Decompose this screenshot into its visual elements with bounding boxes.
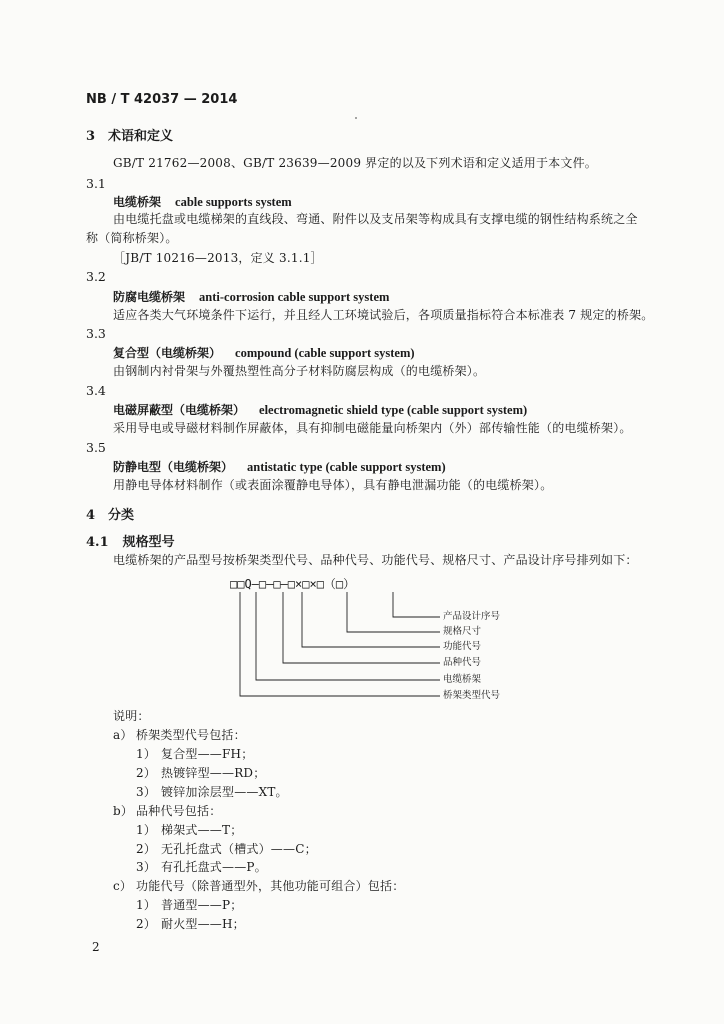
term-zh: 电磁屏蔽型（电缆桥架） <box>113 403 246 417</box>
term-number: 3.5 <box>86 440 106 455</box>
page-number: 2 <box>92 940 100 954</box>
leader-line-cable-tray <box>256 592 440 680</box>
section-3-heading: 3 术语和定义 <box>86 129 174 144</box>
term-en: anti-corrosion cable support system <box>199 290 390 304</box>
list-item-marker: 1） <box>136 747 157 761</box>
list-group-title: 桥架类型代号包括： <box>136 728 246 742</box>
list-item: 热镀锌型——RD； <box>161 766 266 780</box>
list-marker: b） <box>113 804 134 818</box>
list-item-marker: 3） <box>136 785 157 799</box>
term-definition: 由钢制内衬骨架与外覆热塑性高分子材料防腐层构成（的电缆桥架）。 <box>113 364 486 378</box>
term-en: cable supports system <box>175 195 292 209</box>
diagram-label: 品种代号 <box>443 657 482 668</box>
list-item: 梯架式——T； <box>161 823 243 837</box>
term-definition: 由电缆托盘或电缆梯架的直线段、弯通、附件以及支吊架等构成具有支撑电缆的钢性结构系统之全 <box>113 212 638 226</box>
term-zh: 电缆桥架 <box>113 195 162 209</box>
term-definition-cont: 称（简称桥架）。 <box>86 231 178 245</box>
term-zh: 复合型（电缆桥架） <box>113 346 222 360</box>
leader-line-function <box>302 592 440 647</box>
list-item-marker: 1） <box>136 823 157 837</box>
list-group-title: 品种代号包括： <box>136 804 222 818</box>
list-item: 普通型——P； <box>161 898 243 912</box>
list-item-marker: 2） <box>136 917 157 931</box>
term-en: antistatic type (cable support system) <box>247 460 446 474</box>
model-intro: 电缆桥架的产品型号按桥架类型代号、品种代号、功能代号、规格尺寸、产品设计序号排列如下： <box>113 553 638 567</box>
standard-number-header: NB / T 42037 — 2014 <box>86 92 238 107</box>
diagram-label: 规格尺寸 <box>443 626 482 637</box>
term-zh: 防静电型（电缆桥架） <box>113 460 234 474</box>
explanation-label: 说明： <box>113 709 150 723</box>
leader-line-size <box>347 592 440 632</box>
term-definition: 适应各类大气环境条件下运行，并且经人工环境试验后，各项质量指标符合本标准表 7 规定的桥架。 <box>113 308 654 322</box>
term-number: 3.4 <box>86 383 106 398</box>
term-definition: 用静电导体材料制作（或表面涂覆静电导体），具有静电泄漏功能（的电缆桥架）。 <box>113 478 553 492</box>
term-number: 3.1 <box>86 176 106 191</box>
section-3-intro: GB/T 21762—2008、GB/T 23639—2009 界定的以及下列术语和定义适用于本文件。 <box>113 156 597 170</box>
diagram-label: 产品设计序号 <box>443 611 501 622</box>
subsection-number: 4.1 <box>86 535 109 550</box>
term-en: electromagnetic shield type (cable support system) <box>259 403 528 417</box>
list-marker: a） <box>113 728 133 742</box>
diagram-label: 功能代号 <box>443 641 482 652</box>
term-zh: 防腐电缆桥架 <box>113 290 186 304</box>
list-group-title: 功能代号（除普通型外，其他功能可组合）包括： <box>136 879 405 893</box>
leader-line-variety <box>283 592 440 663</box>
list-item-marker: 3） <box>136 860 157 874</box>
list-item-marker: 2） <box>136 842 157 856</box>
subsection-title: 规格型号 <box>122 535 175 550</box>
leader-line-design-serial <box>393 592 440 617</box>
term-number: 3.3 <box>86 326 106 341</box>
list-item: 镀锌加涂层型——XT。 <box>161 785 288 799</box>
list-item-marker: 2） <box>136 766 157 780</box>
list-item: 耐火型——H； <box>161 917 245 931</box>
list-item: 有孔托盘式——P。 <box>161 860 267 874</box>
term-en: compound (cable support system) <box>235 346 415 360</box>
list-marker: c） <box>113 879 133 893</box>
term-source: ［JB/T 10216—2013，定义 3.1.1］ <box>113 251 323 265</box>
term-definition: 采用导电或导磁材料制作屏蔽体，具有抑制电磁能量向桥架内（外）部传输性能（的电缆桥架）。 <box>113 421 632 435</box>
section-4-heading: 4 分类 <box>86 508 135 523</box>
diagram-label: 桥架类型代号 <box>443 690 501 701</box>
term-number: 3.2 <box>86 269 106 284</box>
list-item: 无孔托盘式（槽式）——C； <box>161 842 317 856</box>
model-code-pattern: □□Q—□—□—□×□×□（□） <box>230 577 356 591</box>
list-item-marker: 1） <box>136 898 157 912</box>
diagram-label: 电缆桥架 <box>443 674 482 685</box>
list-item: 复合型——FH； <box>161 747 254 761</box>
